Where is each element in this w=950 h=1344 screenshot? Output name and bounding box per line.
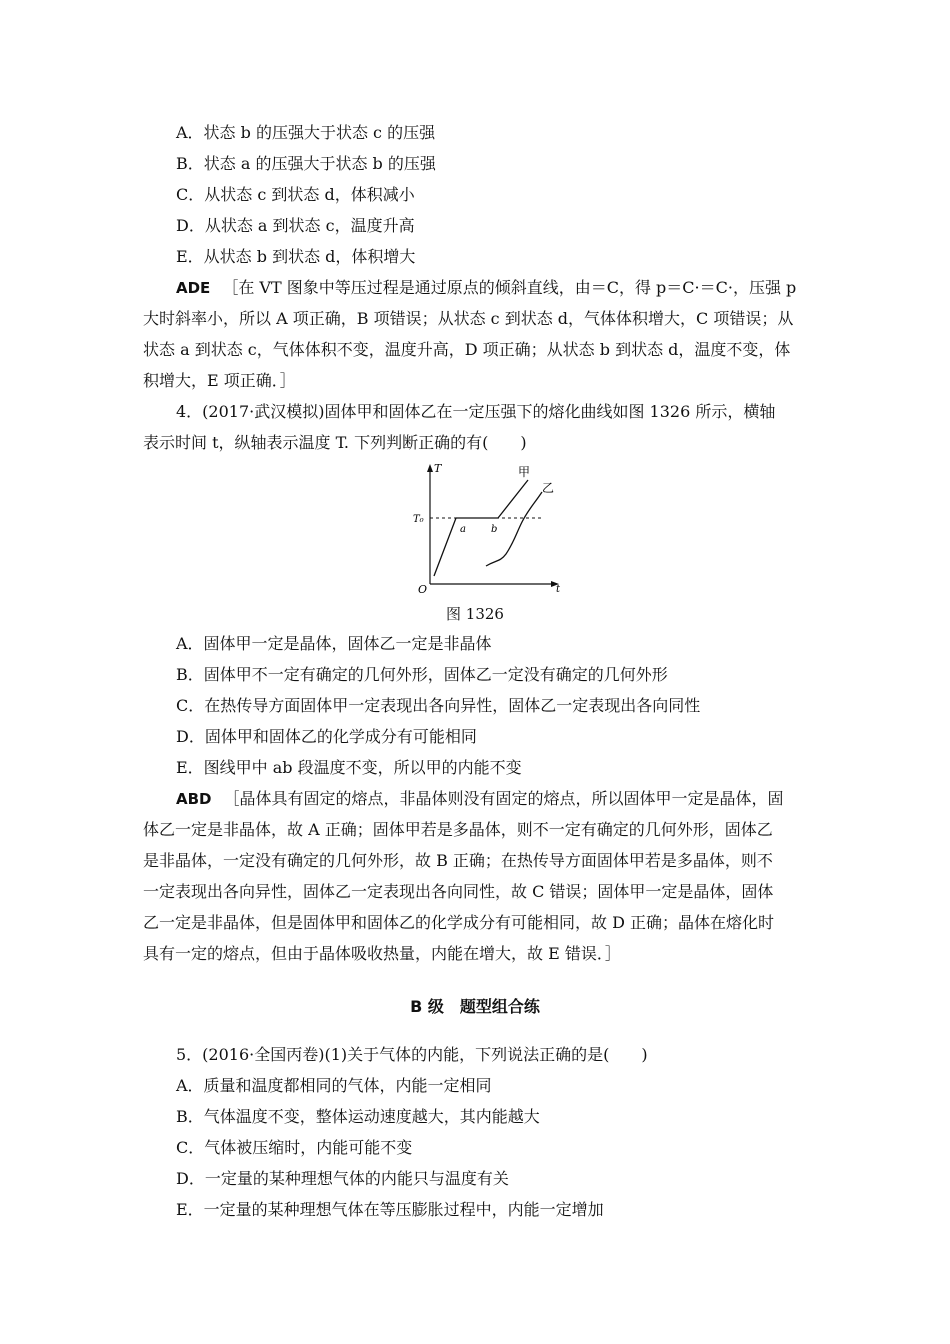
- curve-jia: [434, 480, 528, 576]
- q4-answer-line1: [176, 789, 784, 809]
- label-t: t: [556, 584, 561, 594]
- q4-answer-text1: ［晶体具有固定的熔点，非晶体则没有固定的熔点，所以固体甲一定是晶体，固: [223, 789, 784, 808]
- q4-answer-line4: 一定表现出各向异性，固体乙一定表现出各向同性，故 C 错误；固体甲一定是晶体，固体: [143, 882, 774, 901]
- q4-option-a: A．固体甲一定是晶体，固体乙一定是非晶体: [176, 634, 492, 653]
- q4-answer-line6: 具有一定的熔点，但由于晶体吸收热量，内能在增大，故 E 错误．］: [143, 944, 621, 963]
- label-O: O: [418, 583, 428, 594]
- q3-option-c: C．从状态 c 到状态 d，体积减小: [176, 185, 415, 204]
- label-yi: 乙: [542, 481, 555, 495]
- q4-stem-line2: 表示时间 t，纵轴表示温度 T. 下列判断正确的有( ): [143, 433, 527, 452]
- y-axis-arrow: [427, 464, 433, 472]
- q4-answer-line5: 乙一定是非晶体，但是固体甲和固体乙的化学成分有可能相同，故 D 正确；晶体在熔化时: [143, 913, 775, 932]
- q5-stem-line1: 5．(2016·全国丙卷)(1)关于气体的内能，下列说法正确的是( ): [176, 1045, 648, 1064]
- q3-option-a: A．状态 b 的压强大于状态 c 的压强: [176, 123, 436, 142]
- q5-option-e: E．一定量的某种理想气体在等压膨胀过程中，内能一定增加: [176, 1200, 604, 1219]
- q3-option-d: D．从状态 a 到状态 c，温度升高: [176, 216, 415, 235]
- q4-option-e: E．图线甲中 ab 段温度不变，所以甲的内能不变: [176, 758, 522, 777]
- q3-option-e: E．从状态 b 到状态 d，体积增大: [176, 247, 416, 266]
- q3-option-b: B．状态 a 的压强大于状态 b 的压强: [176, 154, 436, 173]
- label-T0: T₀: [413, 514, 424, 525]
- q4-answer-label: ABD: [176, 790, 212, 808]
- q3-answer-label: ADE: [176, 279, 211, 297]
- section-heading: B 级 题型组合练: [410, 997, 540, 1016]
- q4-option-c: C．在热传导方面固体甲一定表现出各向异性，固体乙一定表现出各向同性: [176, 696, 701, 715]
- q5-option-a: A．质量和温度都相同的气体，内能一定相同: [176, 1076, 492, 1095]
- melting-curve-figure: [404, 462, 564, 594]
- q4-stem-line1: 4．(2017·武汉模拟)固体甲和固体乙在一定压强下的熔化曲线如图 1326 所示，横轴: [176, 402, 776, 421]
- q5-option-d: D．一定量的某种理想气体的内能只与温度有关: [176, 1169, 509, 1188]
- q3-answer-line1: [176, 278, 796, 298]
- q5-option-b: B．气体温度不变，整体运动速度越大，其内能越大: [176, 1107, 540, 1126]
- q4-answer-line3: 是非晶体，一定没有确定的几何外形，故 B 正确；在热传导方面固体甲若是多晶体，则不: [143, 851, 773, 870]
- label-T: T: [434, 462, 442, 475]
- q4-answer-line2: 体乙一定是非晶体，故 A 正确；固体甲若是多晶体，则不一定有确定的几何外形，固体乙: [143, 820, 773, 839]
- q4-option-b: B．固体甲不一定有确定的几何外形，固体乙一定没有确定的几何外形: [176, 665, 668, 684]
- q3-answer-line3: 状态 a 到状态 c，气体体积不变，温度升高，D 项正确；从状态 b 到状态 d，温度不变，体: [143, 340, 791, 359]
- label-b: b: [491, 524, 498, 535]
- figure-caption: 图 1326: [446, 605, 504, 623]
- q5-option-c: C．气体被压缩时，内能可能不变: [176, 1138, 413, 1157]
- q3-answer-line2: 大时斜率小，所以 A 项正确，B 项错误；从状态 c 到状态 d，气体体积增大，C 项错误；从: [143, 309, 794, 328]
- label-a: a: [460, 524, 466, 535]
- q3-answer-line4: 积增大，E 项正确．］: [143, 371, 296, 390]
- q3-answer-text1: ［在 VT 图象中等压过程是通过原点的倾斜直线，由＝C，得 p＝C·＝C·，压强 p: [222, 278, 797, 297]
- label-jia: 甲: [518, 465, 531, 479]
- q4-option-d: D．固体甲和固体乙的化学成分有可能相同: [176, 727, 477, 746]
